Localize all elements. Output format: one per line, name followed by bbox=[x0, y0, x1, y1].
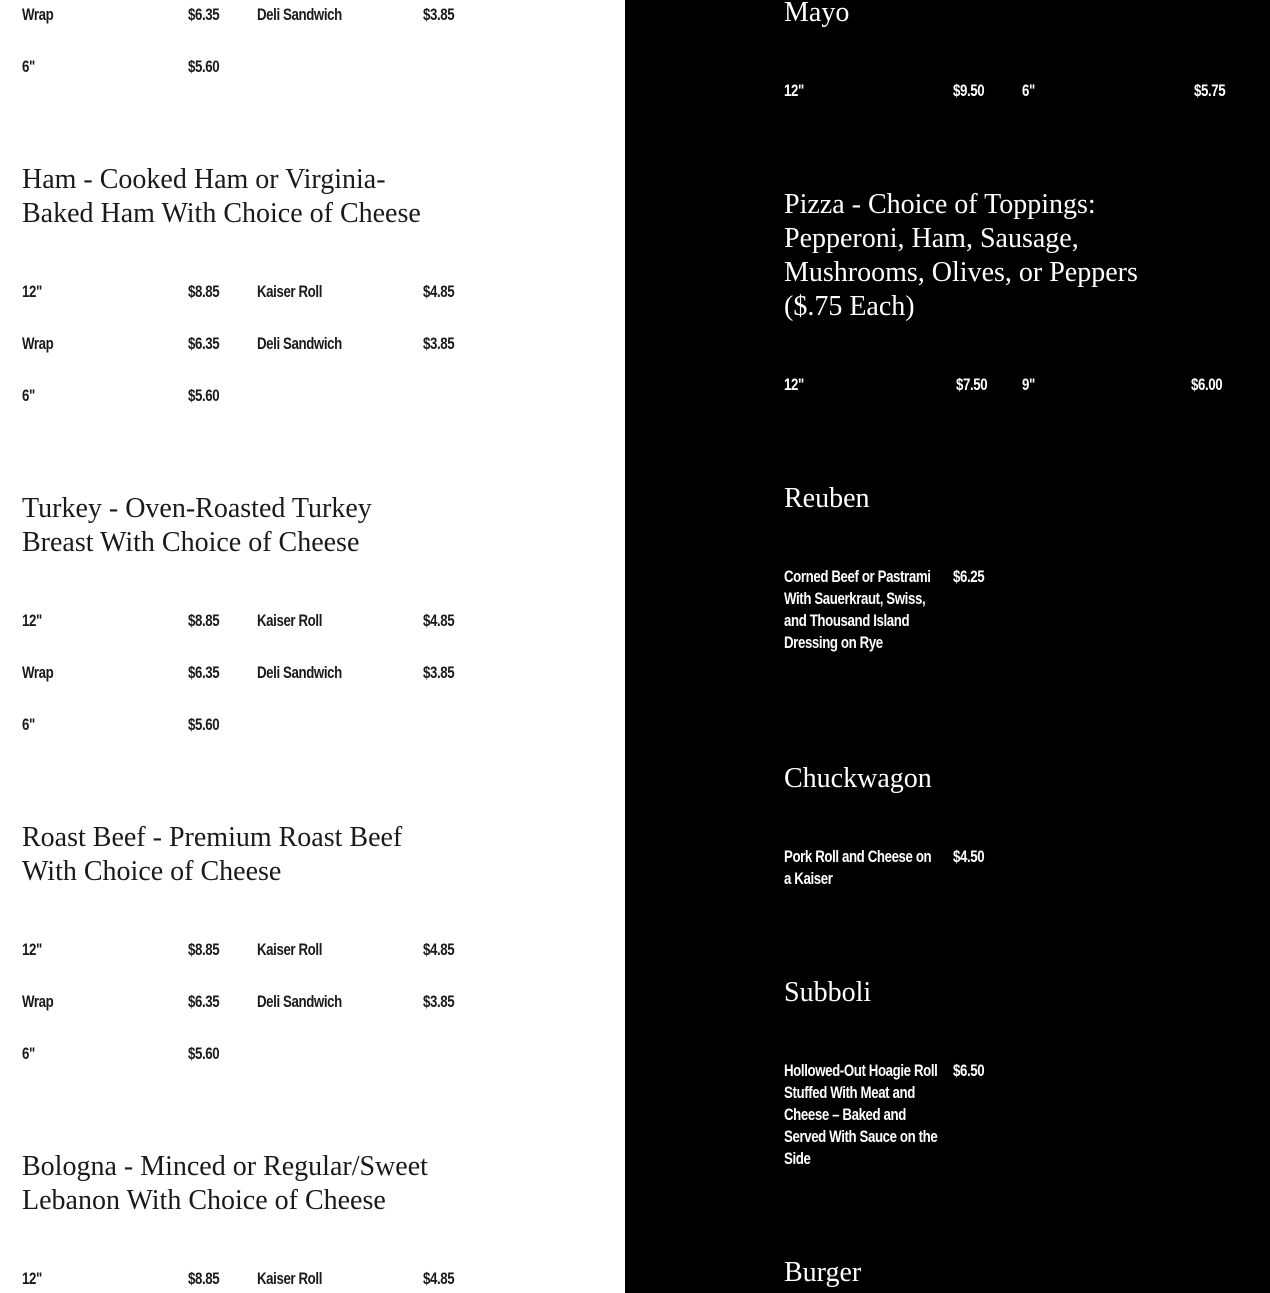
option-label: 12" bbox=[22, 611, 42, 630]
option-label: Deli Sandwich bbox=[257, 334, 342, 353]
option-price: $8.85 bbox=[188, 940, 220, 959]
option-price: $5.60 bbox=[188, 1044, 220, 1063]
item-description: Pork Roll and Cheese on a Kaiser bbox=[784, 847, 932, 888]
option-label: Kaiser Roll bbox=[257, 1269, 322, 1288]
option-price: $6.25 bbox=[953, 567, 985, 586]
option-price: $3.85 bbox=[423, 5, 455, 24]
option-price: $4.85 bbox=[423, 1269, 455, 1288]
option-label: 6" bbox=[22, 715, 35, 734]
option-price: $6.35 bbox=[188, 663, 220, 682]
option-label: Kaiser Roll bbox=[257, 282, 322, 301]
option-label: 6" bbox=[22, 57, 35, 76]
option-label: Deli Sandwich bbox=[257, 663, 342, 682]
option-price: $6.35 bbox=[188, 334, 220, 353]
option-price: $5.75 bbox=[1194, 81, 1226, 100]
option-price: $5.60 bbox=[188, 386, 220, 405]
option-label: 12" bbox=[22, 1269, 42, 1288]
option-label: Kaiser Roll bbox=[257, 611, 322, 630]
option-price: $8.85 bbox=[188, 282, 220, 301]
option-price: $6.00 bbox=[1191, 375, 1223, 394]
option-price: $4.85 bbox=[423, 282, 455, 301]
option-label: 12" bbox=[22, 940, 42, 959]
option-label: 6" bbox=[22, 1044, 35, 1063]
option-price: $8.85 bbox=[188, 611, 220, 630]
option-label: 12" bbox=[22, 282, 42, 301]
option-label: 12" bbox=[784, 375, 804, 394]
option-price: $9.50 bbox=[953, 81, 985, 100]
menu-item-title: Subboli bbox=[784, 977, 872, 1008]
option-price: $5.60 bbox=[188, 715, 220, 734]
option-price: $3.85 bbox=[423, 663, 455, 682]
option-price: $6.50 bbox=[953, 1061, 985, 1080]
option-label: Deli Sandwich bbox=[257, 992, 342, 1011]
option-label: 6" bbox=[22, 386, 35, 405]
option-label: Wrap bbox=[22, 5, 54, 24]
option-price: $6.35 bbox=[188, 992, 220, 1011]
menu-item-title: Turkey - Oven-Roasted Turkey Breast With Choice of Cheese bbox=[22, 493, 372, 558]
item-description: Hollowed-Out Hoagie Roll Stuffed With Meat and Cheese – Baked and Served With Sauce on the Side bbox=[784, 1061, 938, 1168]
option-label: Wrap bbox=[22, 334, 54, 353]
menu-item-title: Reuben bbox=[784, 483, 870, 514]
option-label: 12" bbox=[784, 81, 804, 100]
option-label: 9" bbox=[1022, 375, 1035, 394]
option-label: Kaiser Roll bbox=[257, 940, 322, 959]
option-label: 6" bbox=[1022, 81, 1035, 100]
right-menu-column bbox=[625, 0, 1270, 1293]
menu-item-title: Chuckwagon bbox=[784, 763, 932, 794]
menu-item-title: Mayo bbox=[784, 0, 850, 28]
option-label: Wrap bbox=[22, 663, 54, 682]
option-price: $6.35 bbox=[188, 5, 220, 24]
option-price: $7.50 bbox=[956, 375, 988, 394]
item-description: Corned Beef or Pastrami With Sauerkraut, Swiss, and Thousand Island Dressing on Rye bbox=[784, 567, 931, 652]
option-price: $4.85 bbox=[423, 611, 455, 630]
menu-item-title: Roast Beef - Premium Roast Beef With Choice of Cheese bbox=[22, 822, 403, 887]
menu-item-title: Ham - Cooked Ham or Virginia- Baked Ham With Choice of Cheese bbox=[22, 164, 421, 229]
option-price: $3.85 bbox=[423, 334, 455, 353]
option-price: $4.85 bbox=[423, 940, 455, 959]
left-menu-column bbox=[0, 0, 625, 1293]
menu-item-title: Pizza - Choice of Toppings: Pepperoni, Ham, Sausage, Mushrooms, Olives, or Peppers ($.75 Each) bbox=[784, 189, 1138, 322]
menu-item-title: Bologna - Minced or Regular/Sweet Lebanon With Choice of Cheese bbox=[22, 1151, 428, 1216]
option-label: Wrap bbox=[22, 992, 54, 1011]
option-price: $3.85 bbox=[423, 992, 455, 1011]
option-price: $4.50 bbox=[953, 847, 985, 866]
menu-item-title: Burger bbox=[784, 1257, 862, 1288]
option-price: $5.60 bbox=[188, 57, 220, 76]
option-label: Deli Sandwich bbox=[257, 5, 342, 24]
option-price: $8.85 bbox=[188, 1269, 220, 1288]
